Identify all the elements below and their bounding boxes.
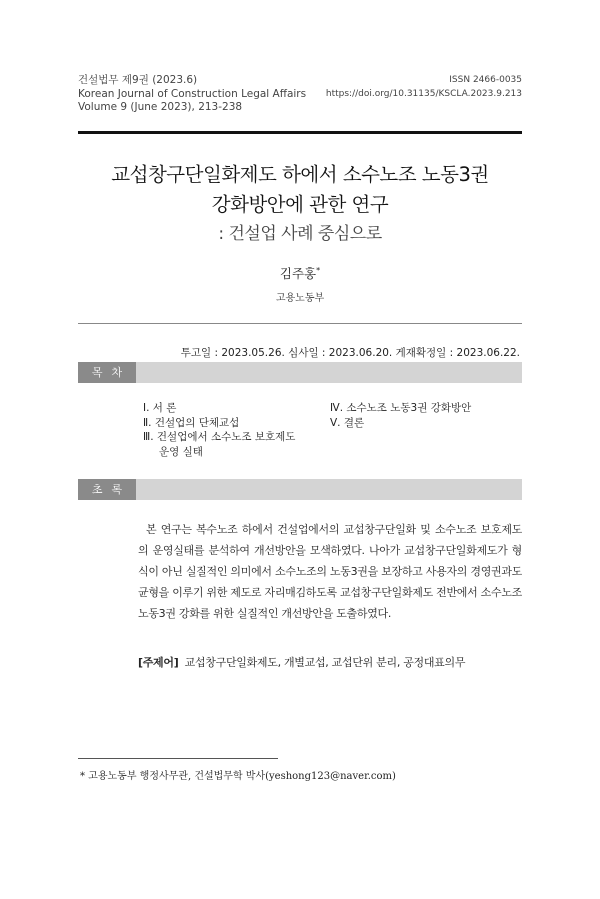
toc-item-4[interactable]: Ⅳ. 소수노조 노동3권 강화방안 bbox=[330, 402, 472, 414]
submission-dates: 투고일 : 2023.05.26. 심사일 : 2023.06.20. 게재확정일 : 2023.06.22. bbox=[180, 347, 520, 359]
keywords-list: 교섭창구단일화제도, 개별교섭, 교섭단위 분리, 공정대표의무 bbox=[184, 656, 466, 669]
abstract-section-bar bbox=[78, 479, 522, 500]
author bbox=[0, 264, 600, 282]
paper-title bbox=[0, 160, 600, 220]
toc-item-5[interactable]: Ⅴ. 결론 bbox=[330, 416, 365, 429]
title-line-1: 교섭창구단일화제도 하에서 소수노조 노동3권 bbox=[111, 163, 489, 186]
toc-item-1[interactable]: Ⅰ. 서 론 bbox=[143, 402, 177, 414]
issn: ISSN 2466-0035 bbox=[449, 75, 522, 85]
toc-section-bar bbox=[78, 362, 522, 383]
journal-info bbox=[78, 74, 306, 115]
top-rule bbox=[78, 131, 522, 134]
journal-ids bbox=[326, 74, 522, 101]
footnote-rule bbox=[78, 758, 278, 759]
toc-right-column bbox=[330, 401, 471, 430]
keywords-label: [주제어] bbox=[138, 656, 179, 669]
toc-left-column bbox=[143, 401, 295, 459]
journal-volume-english: Volume 9 (June 2023), 213-238 bbox=[78, 101, 243, 113]
middle-rule bbox=[78, 323, 522, 324]
paper-subtitle: : 건설업 사례 중심으로 bbox=[218, 224, 382, 244]
author-affiliation: 고용노동부 bbox=[275, 293, 325, 304]
journal-volume-korean: 건설법무 제9권 (2023.6) bbox=[78, 74, 198, 86]
toc-item-2[interactable]: Ⅱ. 건설업의 단체교섭 bbox=[143, 416, 240, 429]
doi-link[interactable]: https://doi.org/10.31135/KSCLA.2023.9.213 bbox=[325, 88, 522, 99]
toc-item-3[interactable]: Ⅲ. 건설업에서 소수노조 보호제도 bbox=[143, 431, 296, 443]
author-name: 김주홍 bbox=[279, 266, 317, 281]
toc-item-3-continued[interactable]: 운영 실태 bbox=[159, 445, 203, 458]
keywords bbox=[138, 654, 465, 670]
author-footnote-mark: * bbox=[316, 265, 321, 275]
journal-name-english: Korean Journal of Construction Legal Affairs bbox=[78, 87, 307, 100]
title-line-2: 강화방안에 관한 연구 bbox=[211, 193, 389, 216]
abstract-text: 본 연구는 복수노조 하에서 건설업에서의 교섭창구단일화 및 소수노조 보호제도의 운영실태를 분석하여 개선방안을 모색하였다. 나아가 교섭창구단일화제도가 형식이 아닌 실질적인 의미에서 소수노조의 노동3권을 보장하고 사용자의 경영권과도 균형을 이루기 위한 제도로 자리매김하도록 교섭창구단일화제도 전반에서 소수노조 노동3권 강화를 위한 실질적인 개선방안을 도출하였다. bbox=[138, 523, 522, 620]
toc-label: 목차 bbox=[78, 362, 136, 383]
author-footnote: * 고용노동부 행정사무관, 건설법무학 박사(yeshong123@naver.com) bbox=[80, 771, 396, 782]
abstract-label: 초록 bbox=[78, 479, 136, 500]
